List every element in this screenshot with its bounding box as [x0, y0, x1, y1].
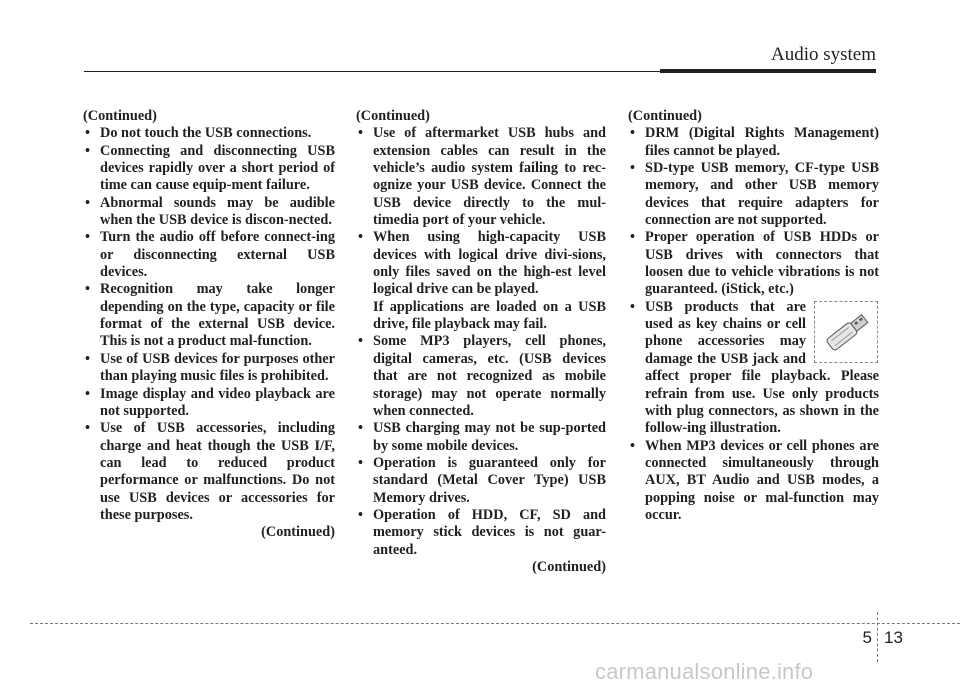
list-item: • Abnormal sounds may be audible when the USB device is discon-nected.: [85, 194, 335, 229]
bullet-list: [628, 125, 879, 524]
bullet-icon: •: [85, 281, 91, 298]
bullet-icon: •: [630, 298, 636, 315]
footer-rule: [30, 623, 960, 624]
text-column-1: [83, 108, 335, 542]
bullet-list: [356, 125, 606, 559]
list-item: • Connecting and disconnecting USB devices rapidly over a short period of time can cause equip-ment failure.: [85, 142, 335, 194]
list-item: • When MP3 devices or cell phones are connected simultaneously through AUX, BT Audio and USB modes, a popping noise or mal-function may occur.: [630, 437, 879, 523]
continued-heading: (Continued): [83, 108, 157, 124]
bullet-icon: •: [358, 125, 364, 142]
list-item: • Turn the audio off before connect-ing or disconnecting external USB devices.: [85, 229, 335, 281]
bullet-icon: •: [85, 142, 91, 159]
list-item: • Use of USB accessories, including charge and heat though the USB I/F, can lead to reduced product performance or malfunctions. Do not use USB devices or accessories for these purposes.: [85, 420, 335, 523]
header-rule: [84, 71, 664, 72]
bullet-icon: •: [85, 125, 91, 142]
bullet-icon: •: [630, 229, 636, 246]
continued-heading: (Continued): [356, 108, 430, 124]
continued-heading: (Continued): [628, 108, 702, 124]
bullet-icon: •: [358, 506, 364, 523]
list-item: • Operation is guaranteed only for standard (Metal Cover Type) USB Memory drives.: [358, 454, 606, 506]
bullet-icon: •: [85, 229, 91, 246]
list-item: • Some MP3 players, cell phones, digital cameras, etc. (USB devices that are not recognized as mobile storage) may not operate normally when connected.: [358, 333, 606, 419]
bullet-icon: •: [630, 437, 636, 454]
list-item: • Operation of HDD, CF, SD and memory stick devices is not guar-anteed.: [358, 506, 606, 558]
continued-footer: (Continued): [532, 558, 606, 575]
page-number: 13: [884, 628, 903, 647]
list-item: • USB charging may not be sup-ported by some mobile devices.: [358, 420, 606, 454]
bullet-icon: •: [358, 454, 364, 471]
list-item: • Use of aftermarket USB hubs and extension cables can result in the vehicle’s audio system failing to rec-ognize your USB device. Connect the USB device directly to the mul-timedia port of your vehicle.: [358, 125, 606, 229]
watermark: carmanualsonline.info: [595, 659, 814, 684]
list-item-subparagraph: If applications are loaded on a USB drive, file playback may fail.: [373, 298, 606, 333]
list-item: • Use of USB devices for purposes other than playing music files is prohibited.: [85, 350, 335, 385]
bullet-list: [83, 125, 335, 524]
bullet-icon: •: [85, 350, 91, 367]
bullet-icon: •: [358, 229, 364, 246]
list-item: • Proper operation of USB HDDs or USB drives with connectors that loosen due to vehicle vibrations is not guaranteed. (iStick, etc.): [630, 229, 879, 298]
page-number-divider: [877, 612, 878, 662]
bullet-icon: •: [358, 420, 364, 437]
bullet-icon: •: [85, 420, 91, 437]
list-item: • Recognition may take longer depending on the type, capacity or file format of the external USB device. This is not a product mal-function.: [85, 281, 335, 350]
bullet-icon: •: [630, 160, 636, 177]
bullet-icon: •: [358, 333, 364, 350]
list-item: • SD-type USB memory, CF-type USB memory, and other USB memory devices that require adapters for connection are not supported.: [630, 160, 879, 229]
section-title: Audio system: [770, 44, 876, 65]
text-column-2: [356, 108, 606, 576]
continued-footer: (Continued): [261, 524, 335, 541]
bullet-icon: •: [630, 125, 636, 142]
list-item: • Image display and video playback are not supported.: [85, 385, 335, 419]
usb-illustration: [815, 302, 877, 362]
header-rule-accent: [660, 69, 876, 73]
list-item: • When using high-capacity USB devices with logical drive divi-sions, only files saved on the high-est level logical drive can be played. If applications are loaded on a USB drive, file playback may fail.: [358, 229, 606, 333]
bullet-icon: •: [85, 194, 91, 211]
text-column-3: [628, 108, 879, 524]
chapter-number: 5: [862, 628, 872, 647]
list-item: • DRM (Digital Rights Management) files cannot be played.: [630, 125, 879, 159]
bullet-icon: •: [85, 385, 91, 402]
usb-plug-connector-icon: [814, 301, 878, 363]
list-item: • Do not touch the USB connections.: [85, 125, 312, 142]
list-item: • USB products that are used as key chains or cell phone accessories may damage the USB jack and affect proper file playback. Please refrain from use. Use only products with plug connectors, as shown in the follow-ing illustration.: [630, 298, 879, 437]
